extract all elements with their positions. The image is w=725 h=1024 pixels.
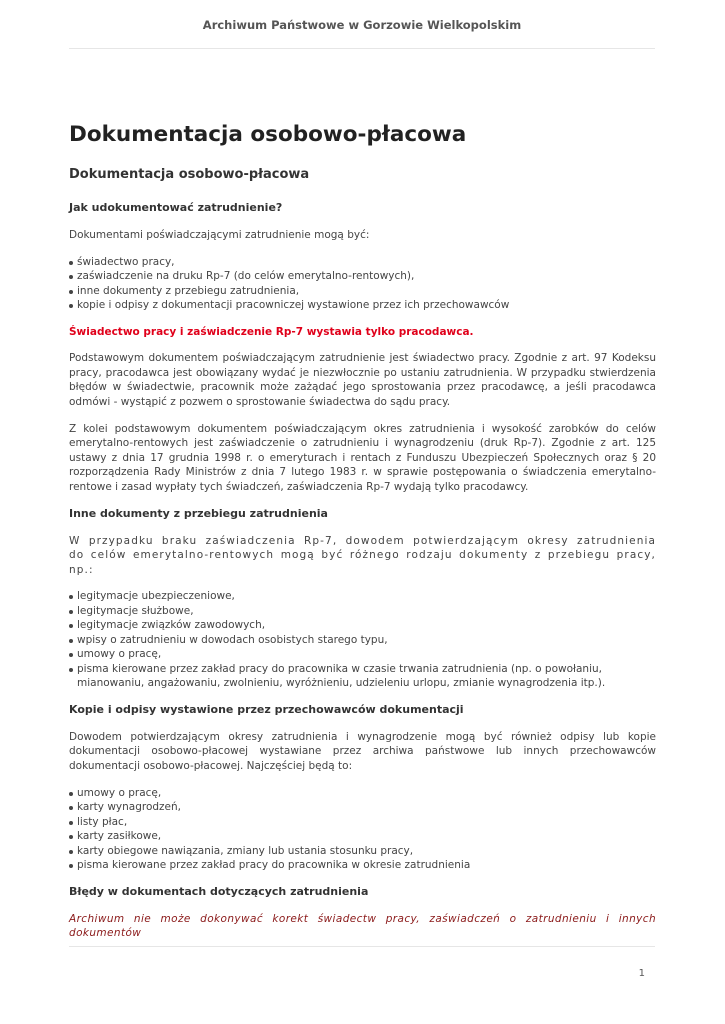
- page-header: [69, 14, 655, 49]
- section-heading-errors: Błędy w dokumentach dotyczących zatrudnienia: [69, 884, 369, 898]
- institution-name: Archiwum Państwowe w Gorzowie Wielkopolskim: [202, 18, 522, 32]
- list-item: inne dokumenty z przebiegu zatrudnienia,: [69, 284, 656, 299]
- list-item: legitymacje służbowe,: [69, 604, 656, 619]
- document-body: [69, 120, 656, 953]
- page-title: Dokumentacja osobowo-płacowa: [69, 122, 467, 147]
- list-item: karty obiegowe nawiązania, zmiany lub ustania stosunku pracy,: [69, 844, 656, 859]
- section-intro: Dokumentami poświadczającymi zatrudnienie mogą być:: [69, 229, 370, 241]
- list-item: legitymacje związków zawodowych,: [69, 618, 656, 633]
- section-heading-how-to-document: Jak udokumentować zatrudnienie?: [69, 201, 283, 214]
- list-item: kopie i odpisy z dokumentacji pracowniczej wystawione przez ich przechowawców: [69, 298, 656, 313]
- list-item: świadectwo pracy,: [69, 255, 656, 270]
- paragraph-certificate: Podstawowym dokumentem poświadczającym zatrudnienie jest świadectwo pracy. Zgodnie z art. 97 Kodeksu pracy, pracodawca jest obowiązany wydać je niezwłocznie po ustaniu zatrudnienia. W przypadku stwierdzenia błędów w świadectwie, pracownik może zażądać jego sprostowania przez pracodawcę, a jeśli pracodawca odmówi - wystąpić z pozwem o sprostowanie świadectwa do sądu pracy.: [69, 352, 656, 408]
- section-intro: W przypadku braku zaświadczenia Rp-7, dowodem potwierdzającym okresy zatrudnienia do celów emerytalno-rentowych mogą być różnego rodzaju dokumenty z przebiegu pracy, np.:: [69, 534, 656, 576]
- errors-notice: Archiwum nie może dokonywać korekt świadectw pracy, zaświadczeń o zatrudnieniu i innych dokumentów: [69, 912, 656, 940]
- section-intro: Dowodem potwierdzającym okresy zatrudnienia i wynagrodzenie mogą być również odpisy lub kopie dokumentacji osobowo-płacowej wystawiane przez archiwa państwowe lub innych przechowawców dokumentacji osobowo-płacowej. Najczęściej będą to:: [69, 730, 656, 772]
- footer-divider: [69, 946, 655, 947]
- section-heading-copies: Kopie i odpisy wystawione przez przechowawców dokumentacji: [69, 702, 464, 716]
- page-subtitle: Dokumentacja osobowo-płacowa: [69, 167, 310, 182]
- list-item: pisma kierowane przez zakład pracy do pracownika w czasie trwania zatrudnienia (np. o powołaniu, mianowaniu, angażowaniu, zwolnieniu, wyróżnieniu, udzieleniu urlopu, zmianie wynagrodzenia itp.).: [69, 662, 656, 691]
- employer-notice: Świadectwo pracy i zaświadczenie Rp-7 wystawia tylko pracodawca.: [69, 325, 474, 338]
- list-item: pisma kierowane przez zakład pracy do pracownika w okresie zatrudnienia: [69, 858, 656, 873]
- list-item: karty wynagrodzeń,: [69, 800, 656, 815]
- page-number: 1: [638, 968, 645, 979]
- list-item: legitymacje ubezpieczeniowe,: [69, 589, 656, 604]
- list-item: karty zasiłkowe,: [69, 829, 656, 844]
- paragraph-rp7: Z kolei podstawowym dokumentem poświadczającym okres zatrudnienia i wysokość zarobków do celów emerytalno-rentowych jest zaświadczenie o zatrudnieniu i wynagrodzeniu (druk Rp-7). Zgodnie z art. 125 ustawy z dnia 17 grudnia 1998 r. o emeryturach i rentach z Funduszu Ubezpieczeń Społecznych oraz § 20 rozporządzenia Rady Ministrów z dnia 7 lutego 1983 r. w sprawie postępowania o świadczenia emerytalno-rentowe i zasad wypłaty tych świadczeń, zaświadczenia Rp-7 wydają tylko pracodawcy.: [69, 422, 656, 493]
- list-item: umowy o pracę,: [69, 647, 656, 662]
- document-types-list: [69, 255, 656, 313]
- list-item: listy płac,: [69, 815, 656, 830]
- list-item: wpisy o zatrudnieniu w dowodach osobistych starego typu,: [69, 633, 656, 648]
- list-item: zaświadczenie na druku Rp-7 (do celów emerytalno-rentowych),: [69, 269, 656, 284]
- other-documents-list: [69, 589, 656, 691]
- list-item: umowy o pracę,: [69, 786, 656, 801]
- copies-list: [69, 786, 656, 873]
- section-heading-other-documents: Inne dokumenty z przebiegu zatrudnienia: [69, 506, 328, 520]
